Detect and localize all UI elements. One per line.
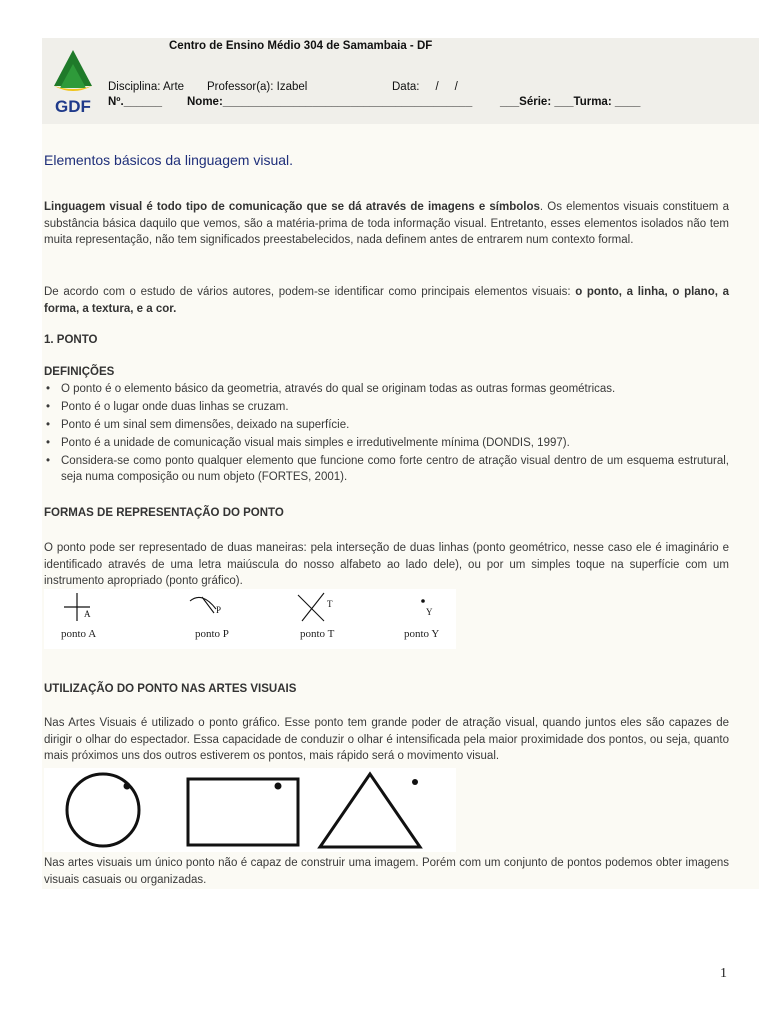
- label-ponto-a: ponto A: [61, 628, 97, 640]
- definitions-heading: DEFINIÇÕES: [44, 366, 115, 378]
- use-paragraph: Nas Artes Visuais é utilizado o ponto gráfico. Esse ponto tem grande poder de atração visual, quando juntos eles são capazes de dirigir o olhar do espectador. Essa capacidade de conduzir o olhar é intensificada pela maior proximidade dos pontos, ou seja, quanto mais próximos uns dos outros estiverem os pontos, mais rápido será o movimento visual.: [44, 717, 729, 762]
- intro-bold: Linguagem visual é todo tipo de comunicação que se dá através de imagens e símbolos: [44, 201, 540, 213]
- section-ponto-heading: 1. PONTO: [44, 334, 98, 346]
- definition-item: • Ponto é o lugar onde duas linhas se cruzam.: [44, 399, 729, 415]
- shapes-figure: [44, 768, 456, 852]
- rectangle-shape: [188, 779, 298, 845]
- authors-text: De acordo com o estudo de vários autores, podem-se identificar como principais elementos visuais:: [44, 286, 576, 298]
- definition-item: • Ponto é um sinal sem dimensões, deixado na superfície.: [44, 417, 729, 433]
- forms-paragraph: O ponto pode ser representado de duas maneiras: pela interseção de duas linhas (ponto geométrico, nesse caso ele é imaginário e identificado através de uma letra maiúscula do nosso alfabeto ao lado dele), ou por um simples toque na superfície com um instrumento apropriado (ponto gráfico).: [44, 542, 729, 587]
- point-y-dot: [421, 599, 425, 603]
- point-t-line-2: [302, 593, 324, 621]
- name-field: Nome:_______________________________________: [187, 96, 473, 108]
- point-t-letter: T: [327, 599, 333, 609]
- circle-point: [124, 783, 131, 790]
- triangle-point: [412, 779, 418, 785]
- intro-rest: . Os elementos visuais constituem a substância básica daquilo que vemos, são a matéria-prima de toda informação visual. Entretanto, esses elementos isolados não tem muita representação, não tem significados preestabelecidos, nada definem antes de entrarem num contexto formal.: [44, 201, 729, 246]
- shapes-drawing: [44, 768, 456, 852]
- use-heading: UTILIZAÇÃO DO PONTO NAS ARTES VISUAIS: [44, 683, 297, 695]
- definition-item: • Considera-se como ponto qualquer elemento que funcione como forte centro de atração visual dentro de um esquema estrutural, seja numa composição ou num objeto (FORTES, 2001).: [44, 453, 729, 485]
- number-field: Nº.______: [108, 96, 163, 108]
- authors-bold: o ponto, a linha, o plano, a forma, a textura, e a cor.: [44, 286, 729, 315]
- definition-item: • Ponto é a unidade de comunicação visual mais simples e irredutivelmente mínima (DONDIS, 1997).: [44, 435, 729, 451]
- label-ponto-t: ponto T: [300, 628, 335, 640]
- forms-heading: FORMAS DE REPRESENTAÇÃO DO PONTO: [44, 507, 284, 519]
- triangle-shape: [320, 774, 420, 847]
- point-y-letter: Y: [426, 607, 433, 617]
- point-drawings: [44, 589, 456, 649]
- logo-text: GDF: [55, 97, 91, 116]
- rectangle-point: [275, 783, 282, 790]
- definition-item: • O ponto é o elemento básico da geometria, através do qual se originam todas as outras formas geométricas.: [44, 381, 729, 397]
- teacher-label: Professor(a): Izabel: [207, 81, 308, 93]
- point-p-letter: P: [216, 605, 222, 615]
- authors-paragraph: [44, 284, 729, 317]
- header-box: [42, 38, 759, 124]
- point-representations-figure: [44, 589, 456, 649]
- page-number: 1: [720, 966, 727, 981]
- intro-paragraph: [44, 199, 729, 249]
- label-ponto-p: ponto P: [195, 628, 229, 640]
- school-name: Centro de Ensino Médio 304 de Samambaia - DF: [169, 40, 433, 52]
- point-a-letter: A: [84, 609, 91, 619]
- serie-turma-field: ___Série: ___Turma: ____: [500, 96, 641, 108]
- final-paragraph: Nas artes visuais um único ponto não é capaz de construir uma imagem. Porém com um conjunto de pontos podemos obter imagens visuais casuais ou organizadas.: [44, 857, 729, 886]
- discipline-label: Disciplina: Arte: [108, 81, 185, 93]
- page-title: Elementos básicos da linguagem visual.: [44, 152, 294, 168]
- label-ponto-y: ponto Y: [404, 628, 440, 640]
- gdf-logo: [48, 46, 98, 116]
- definitions-list: [44, 381, 729, 487]
- point-t-line-1: [298, 595, 324, 621]
- date-label: Data: / /: [392, 81, 458, 93]
